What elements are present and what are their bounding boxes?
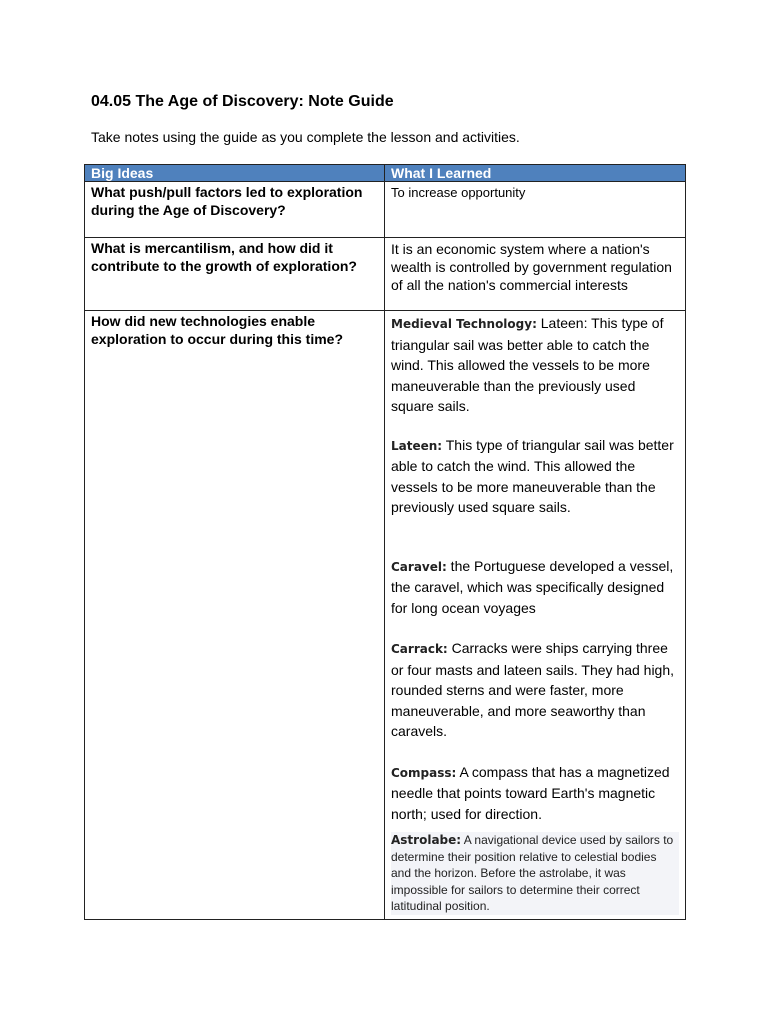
term-label: Medieval Technology: — [391, 317, 537, 331]
term-description: Lateen: This type of triangular sail was better able to catch the wind. This allowed the vessels to be more maneuverable than the previously used square sails. — [391, 315, 664, 414]
note-guide-table — [84, 164, 686, 920]
term-label: Caravel: — [391, 559, 447, 574]
term-description: A compass that has a magnetized needle that points toward Earth's magnetic north; used for direction. — [391, 763, 670, 822]
term-label: Compass: — [391, 765, 457, 780]
term-description: A navigational device used by sailors to determine their position relative to celestial bodies and the horizon. Before the astrolabe, it was impossible for sailors to determine their correct latitudinal position. — [391, 833, 674, 913]
header-big-ideas: Big Ideas — [85, 165, 385, 182]
entry-lateen — [391, 435, 679, 518]
term-label: Lateen: — [391, 438, 443, 453]
header-what-i-learned: What I Learned — [385, 165, 686, 182]
entry-compass — [391, 762, 679, 825]
table-row — [85, 182, 686, 238]
title-suffix: : Note Guide — [298, 93, 394, 110]
entry-carrack — [391, 638, 679, 742]
page-title — [91, 93, 394, 111]
entry-medieval-technology — [391, 313, 679, 417]
question-push-pull: What push/pull factors led to exploration during the Age of Discovery? — [85, 182, 385, 238]
question-technologies: How did new technologies enable exploration to occur during this time? — [85, 311, 385, 920]
question-mercantilism: What is mercantilism, and how did it contribute to the growth of exploration? — [85, 238, 385, 311]
term-description: the Portuguese developed a vessel, the caravel, which was specifically designed for long ocean voyages — [391, 557, 674, 616]
term-label: Carrack: — [391, 642, 448, 656]
table-header-row — [85, 165, 686, 182]
entry-astrolabe — [391, 832, 679, 915]
term-description: This type of triangular sail was better able to catch the wind. This allowed the vessels to be more maneuverable than the previously used square sails. — [391, 436, 674, 515]
term-description: Carracks were ships carrying three or four masts and lateen sails. They had high, rounded sterns and were faster, more maneuverable, and more seaworthy than caravels. — [391, 640, 675, 739]
answer-technologies — [385, 311, 686, 920]
answer-mercantilism: It is an economic system where a nation's wealth is controlled by government regulation of all the nation's commercial interests — [385, 238, 686, 311]
table-row — [85, 238, 686, 311]
title-lesson: 04.05 The Age of Discovery — [91, 93, 299, 110]
answer-push-pull: To increase opportunity — [385, 182, 686, 238]
instructions-text: Take notes using the guide as you complete the lesson and activities. — [91, 129, 520, 145]
term-label: Astrolabe: — [391, 833, 462, 847]
entry-caravel — [391, 556, 679, 619]
table-row — [85, 311, 686, 920]
